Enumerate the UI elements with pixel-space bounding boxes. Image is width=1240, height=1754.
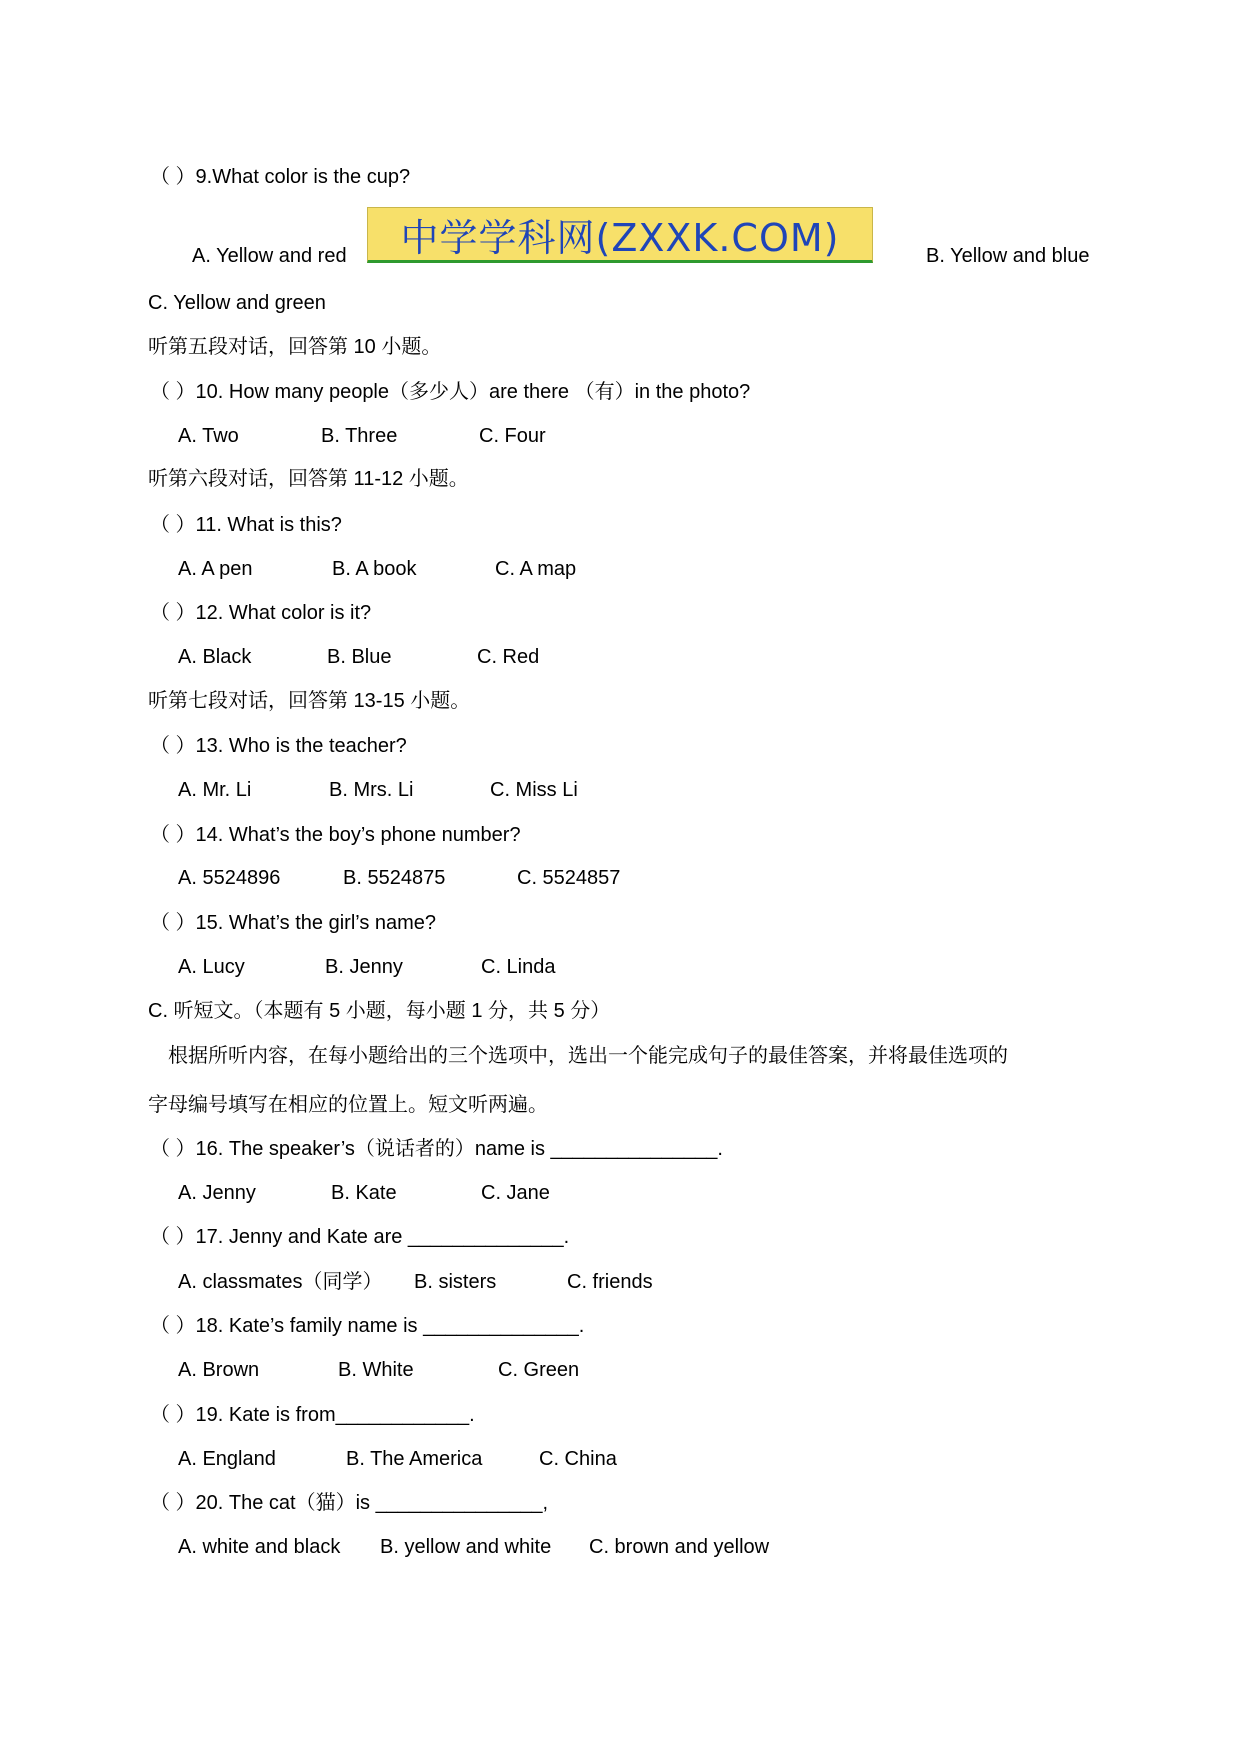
- q14-option-b: B. 5524875: [343, 867, 446, 889]
- question-11: （ ）11. What is this?: [150, 514, 342, 536]
- q18-option-b: B. White: [338, 1359, 414, 1381]
- q20-option-a: A. white and black: [178, 1536, 341, 1558]
- question-12: （ ）12. What color is it?: [150, 602, 372, 624]
- q10-option-c: C. Four: [479, 425, 546, 447]
- q19-option-c: C. China: [539, 1448, 617, 1470]
- section-6-heading: 听第六段对话，回答第 11-12 小题。: [148, 468, 469, 490]
- q19-option-b: B. The America: [346, 1448, 483, 1470]
- question-9: （ ）9.What color is the cup?: [150, 166, 411, 188]
- q16-option-b: B. Kate: [331, 1182, 397, 1204]
- section-7-heading: 听第七段对话，回答第 13-15 小题。: [148, 690, 471, 712]
- q9-option-a: A. Yellow and red: [192, 245, 347, 267]
- q9-option-c: C. Yellow and green: [148, 292, 326, 314]
- q11-option-b: B. A book: [332, 558, 417, 580]
- question-15: （ ）15. What’s the girl’s name?: [150, 912, 437, 934]
- part-c-heading: C. 听短文。（本题有 5 小题，每小题 1 分，共 5 分）: [148, 1000, 611, 1022]
- q20-option-c: C. brown and yellow: [589, 1536, 770, 1558]
- q19-option-a: A. England: [178, 1448, 276, 1470]
- q18-option-a: A. Brown: [178, 1359, 260, 1381]
- question-19: （ ）19. Kate is from____________.: [150, 1404, 475, 1426]
- q17-option-c: C. friends: [567, 1271, 653, 1293]
- q12-option-a: A. Black: [178, 646, 252, 668]
- q13-option-c: C. Miss Li: [490, 779, 578, 801]
- q12-option-b: B. Blue: [327, 646, 392, 668]
- q15-option-b: B. Jenny: [325, 956, 403, 978]
- q12-option-c: C. Red: [477, 646, 540, 668]
- question-16: （ ）16. The speaker’s（说话者的）name is _______________.: [150, 1138, 723, 1160]
- q9-option-b: B. Yellow and blue: [926, 245, 1090, 267]
- q14-option-a: A. 5524896: [178, 867, 281, 889]
- q16-option-a: A. Jenny: [178, 1182, 256, 1204]
- question-10: （ ）10. How many people（多少人）are there （有）in the photo?: [150, 381, 751, 403]
- q16-option-c: C. Jane: [481, 1182, 550, 1204]
- question-14: （ ）14. What’s the boy’s phone number?: [150, 824, 521, 846]
- section-5-heading: 听第五段对话，回答第 10 小题。: [148, 336, 442, 358]
- q15-option-a: A. Lucy: [178, 956, 245, 978]
- q14-option-c: C. 5524857: [517, 867, 621, 889]
- q13-option-a: A. Mr. Li: [178, 779, 252, 801]
- q18-option-c: C. Green: [498, 1359, 580, 1381]
- q10-option-a: A. Two: [178, 425, 239, 447]
- zxxk-logo: 中学学科网(ZXXK.COM): [367, 207, 873, 263]
- question-18: （ ）18. Kate’s family name is ______________.: [150, 1315, 585, 1337]
- q10-option-b: B. Three: [321, 425, 398, 447]
- question-20: （ ）20. The cat（猫）is _______________,: [150, 1492, 549, 1514]
- q17-option-b: B. sisters: [414, 1271, 497, 1293]
- q17-option-a: A. classmates（同学）: [178, 1271, 383, 1293]
- q11-option-c: C. A map: [495, 558, 577, 580]
- q20-option-b: B. yellow and white: [380, 1536, 552, 1558]
- q15-option-c: C. Linda: [481, 956, 556, 978]
- part-c-instruction-line2: 字母编号填写在相应的位置上。短文听两遍。: [148, 1094, 548, 1116]
- question-17: （ ）17. Jenny and Kate are ______________.: [150, 1226, 570, 1248]
- part-c-instruction-line1: 根据所听内容，在每小题给出的三个选项中，选出一个能完成句子的最佳答案，并将最佳选项的: [168, 1045, 1008, 1067]
- q11-option-a: A. A pen: [178, 558, 253, 580]
- question-13: （ ）13. Who is the teacher?: [150, 735, 407, 757]
- q13-option-b: B. Mrs. Li: [329, 779, 414, 801]
